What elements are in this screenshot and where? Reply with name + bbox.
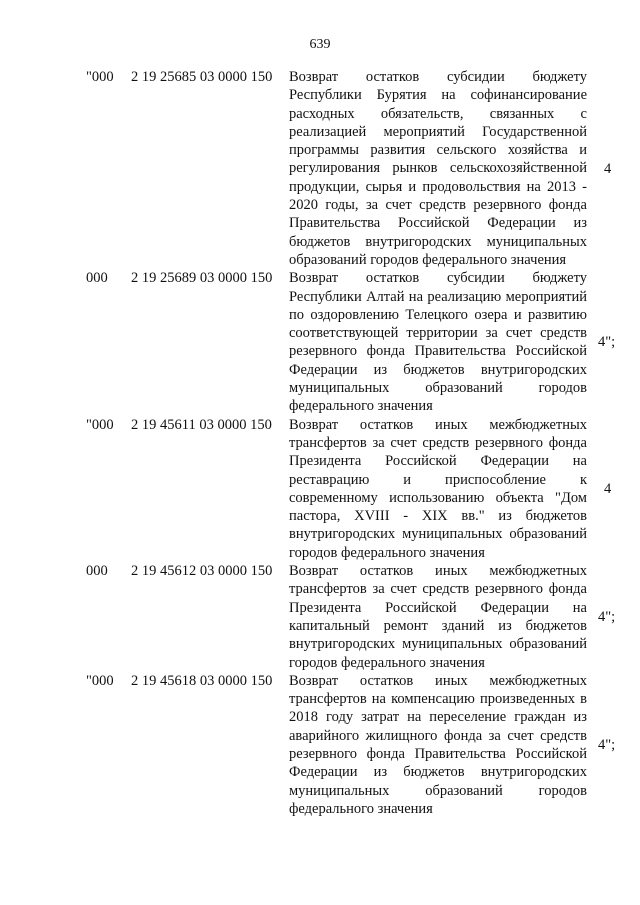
budget-classification-code: 2 19 45612 03 0000 150: [131, 563, 273, 580]
income-description: Возврат остатков иных межбюджетных трансфертов за счет средств резервного фонда Президента Российской Федерации на капитальный ремонт зданий из бюджетов внутригородских муниципальных образований городов федерального значения: [289, 563, 587, 671]
amount-value: 4";: [598, 334, 616, 351]
budget-classification-code: 2 19 25685 03 0000 150: [131, 69, 273, 85]
amount-value: 4: [604, 160, 612, 177]
admin-code: "000: [86, 416, 114, 433]
amount-value: 4";: [598, 736, 616, 753]
budget-classification-code: 2 19 45618 03 0000 150: [131, 672, 273, 689]
admin-code: 000: [86, 270, 108, 287]
admin-code: "000: [86, 672, 114, 689]
table-row: [0, 672, 640, 818]
income-description: Возврат остатков иных межбюджетных трансфертов за счет средств резервного фонда Президента Российской Федерации на реставрацию и приспособление к современному использованию объекта "Дом пастора, XVIII - XIX вв." из бюджетов внутригородских муниципальных образований городов федерального значения: [289, 416, 587, 561]
admin-code: "000: [86, 69, 114, 85]
table-row: [0, 269, 640, 415]
budget-classification-code: 2 19 45611 03 0000 150: [131, 416, 272, 433]
table-row: [0, 416, 640, 562]
admin-code: 000: [86, 563, 108, 580]
page-number: 639: [309, 37, 331, 52]
amount-value: 4";: [598, 608, 616, 625]
budget-classification-code: 2 19 25689 03 0000 150: [131, 270, 273, 287]
income-description: Возврат остатков субсидии бюджету Республики Бурятия на софинансирование расходных обязательств, связанных с реализацией мероприятий Государственной программы развития сельского хозяйства и регулирования рынков сельскохозяйственной продукции, сырья и продовольствия на 2013 - 2020 годы, за счет средств резервного фонда Правительства Российской Федерации из бюджетов внутригородских муниципальных образований городов федерального значения: [289, 69, 587, 268]
income-description: Возврат остатков субсидии бюджету Республики Алтай на реализацию мероприятий по оздоровлению Телецкого озера и развитию соответствующей территории за счет средств резервного фонда Правительства Российской Федерации из бюджетов внутригородских муниципальных образований городов федерального значения: [289, 270, 587, 415]
income-description: Возврат остатков иных межбюджетных трансфертов на компенсацию произведенных в 2018 году затрат на переселение граждан из аварийного жилищного фонда за счет средств резервного фонда Правительства Российской Федерации из бюджетов внутригородских муниципальных образований городов федерального значения: [289, 672, 587, 817]
table-row: [0, 562, 640, 672]
table-row: [0, 68, 640, 269]
amount-value: 4: [604, 480, 612, 497]
budget-code-table: [0, 68, 640, 818]
